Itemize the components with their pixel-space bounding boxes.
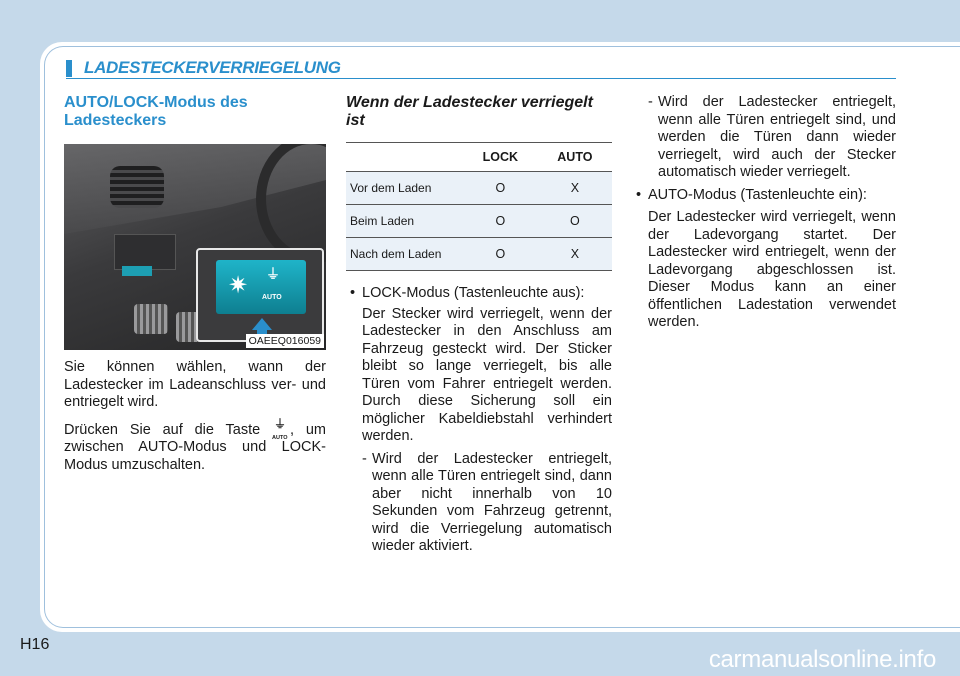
- table-cell: O: [463, 172, 538, 205]
- table-header-cell: LOCK: [463, 143, 538, 172]
- table-cell: Beim Laden: [346, 205, 463, 238]
- paragraph-auto-mode: Der Ladestecker wird verriegelt, wenn der Ladevorgang startet. Der Ladestecker wird entriegelt, wenn der Ladevorgang abgeschlossen ist. Dieser Modus kann an einer öffentlichen Ladestation verwendet werden.: [648, 209, 896, 330]
- table-cell: O: [538, 205, 612, 238]
- figure-indicator: [122, 266, 152, 276]
- section-accent-bar: [66, 60, 72, 77]
- mode-table: [346, 142, 612, 271]
- heading-auto-lock: AUTO/LOCK-Modus des Ladesteckers: [64, 94, 248, 129]
- table-row: [346, 172, 612, 205]
- bullet-lock-mode: • LOCK-Modus (Tastenleuchte aus):: [346, 285, 612, 303]
- watermark: carmanualsonline.info: [708, 646, 936, 673]
- paragraph-lock-mode: Der Stecker wird verriegelt, wenn der Ladestecker in den Anschluss am Fahrzeug gesteckt wird. Der Sticker bleibt so lange verriegelt, bis alle Türen vom Fahrer entriegelt werden. Durch diese Sicherung soll ein möglicher Kabeldiebstahl verhindert werden.: [362, 305, 612, 444]
- paragraph-choose: Sie können wählen, wann der Ladestecker im Ladeanschluss ver- und entriegelt wird.: [64, 359, 326, 410]
- dash-marker: -: [362, 450, 367, 467]
- figure-switch-panel: [114, 234, 176, 270]
- table-header-row: [346, 143, 612, 172]
- column-right: [632, 94, 896, 332]
- table-cell: X: [538, 172, 612, 205]
- table-cell: O: [463, 238, 538, 271]
- table-cell: X: [538, 238, 612, 271]
- plug-glyph: ⏚: [274, 416, 287, 431]
- figure-zoom-inset: [196, 248, 324, 342]
- section-header: [66, 58, 896, 80]
- page-number: H16: [20, 636, 50, 653]
- figure-button-closeup: [216, 260, 306, 314]
- table-cell: O: [463, 205, 538, 238]
- auto-plug-icon: [272, 416, 290, 441]
- dash-item-relock: [632, 94, 896, 182]
- paragraph-press: [64, 418, 326, 475]
- bullet-auto-mode: • AUTO-Modus (Tastenleuchte ein):: [632, 187, 896, 205]
- section-rule: [66, 78, 896, 79]
- dash-item-text: Wird der Ladestecker entriegelt, wenn alle Türen entriegelt sind, dann aber nicht innerhalb von 10 Sekunden vom Fahrzeug getrennt, wird die Verriegelung automatisch wieder aktiviert.: [372, 450, 612, 554]
- dashboard-figure: [64, 144, 326, 350]
- section-title: LADESTECKERVERRIEGELUNG: [84, 58, 341, 77]
- figure-code: OAEEQ016059: [246, 334, 324, 348]
- dash-item-unlock: [346, 451, 612, 556]
- heading-locked: Wenn der Ladestecker verriegelt ist: [346, 94, 593, 129]
- figure-steering-wheel: [256, 144, 326, 264]
- paragraph-press-start: Drücken Sie auf die Taste: [64, 421, 272, 438]
- table-row: [346, 205, 612, 238]
- table-header-cell: [346, 143, 463, 172]
- charge-plug-icon: ⏚: [266, 266, 280, 282]
- figure-auto-label: AUTO: [262, 294, 282, 301]
- column-left: [64, 94, 326, 474]
- table-header-cell: AUTO: [538, 143, 612, 172]
- icon-auto-text: AUTO: [272, 434, 288, 441]
- table-cell: Vor dem Laden: [346, 172, 463, 205]
- figure-pedal: [134, 304, 168, 334]
- dash-marker: -: [648, 94, 653, 110]
- figure-air-vent: [110, 166, 164, 208]
- table-row: [346, 238, 612, 271]
- light-burst-icon: ✷: [228, 272, 249, 299]
- dash-item-text: Wird der Ladestecker entriegelt, wenn alle Türen entriegelt sind, und werden die Türen dann wieder verriegelt, wird auch der Stecker automatisch wieder verriegelt.: [658, 94, 896, 180]
- table-cell: Nach dem Laden: [346, 238, 463, 271]
- paragraph-press-end: , um zwischen AUTO-Modus und LOCK-Modus umzuschalten.: [64, 421, 326, 473]
- column-middle: [346, 94, 612, 556]
